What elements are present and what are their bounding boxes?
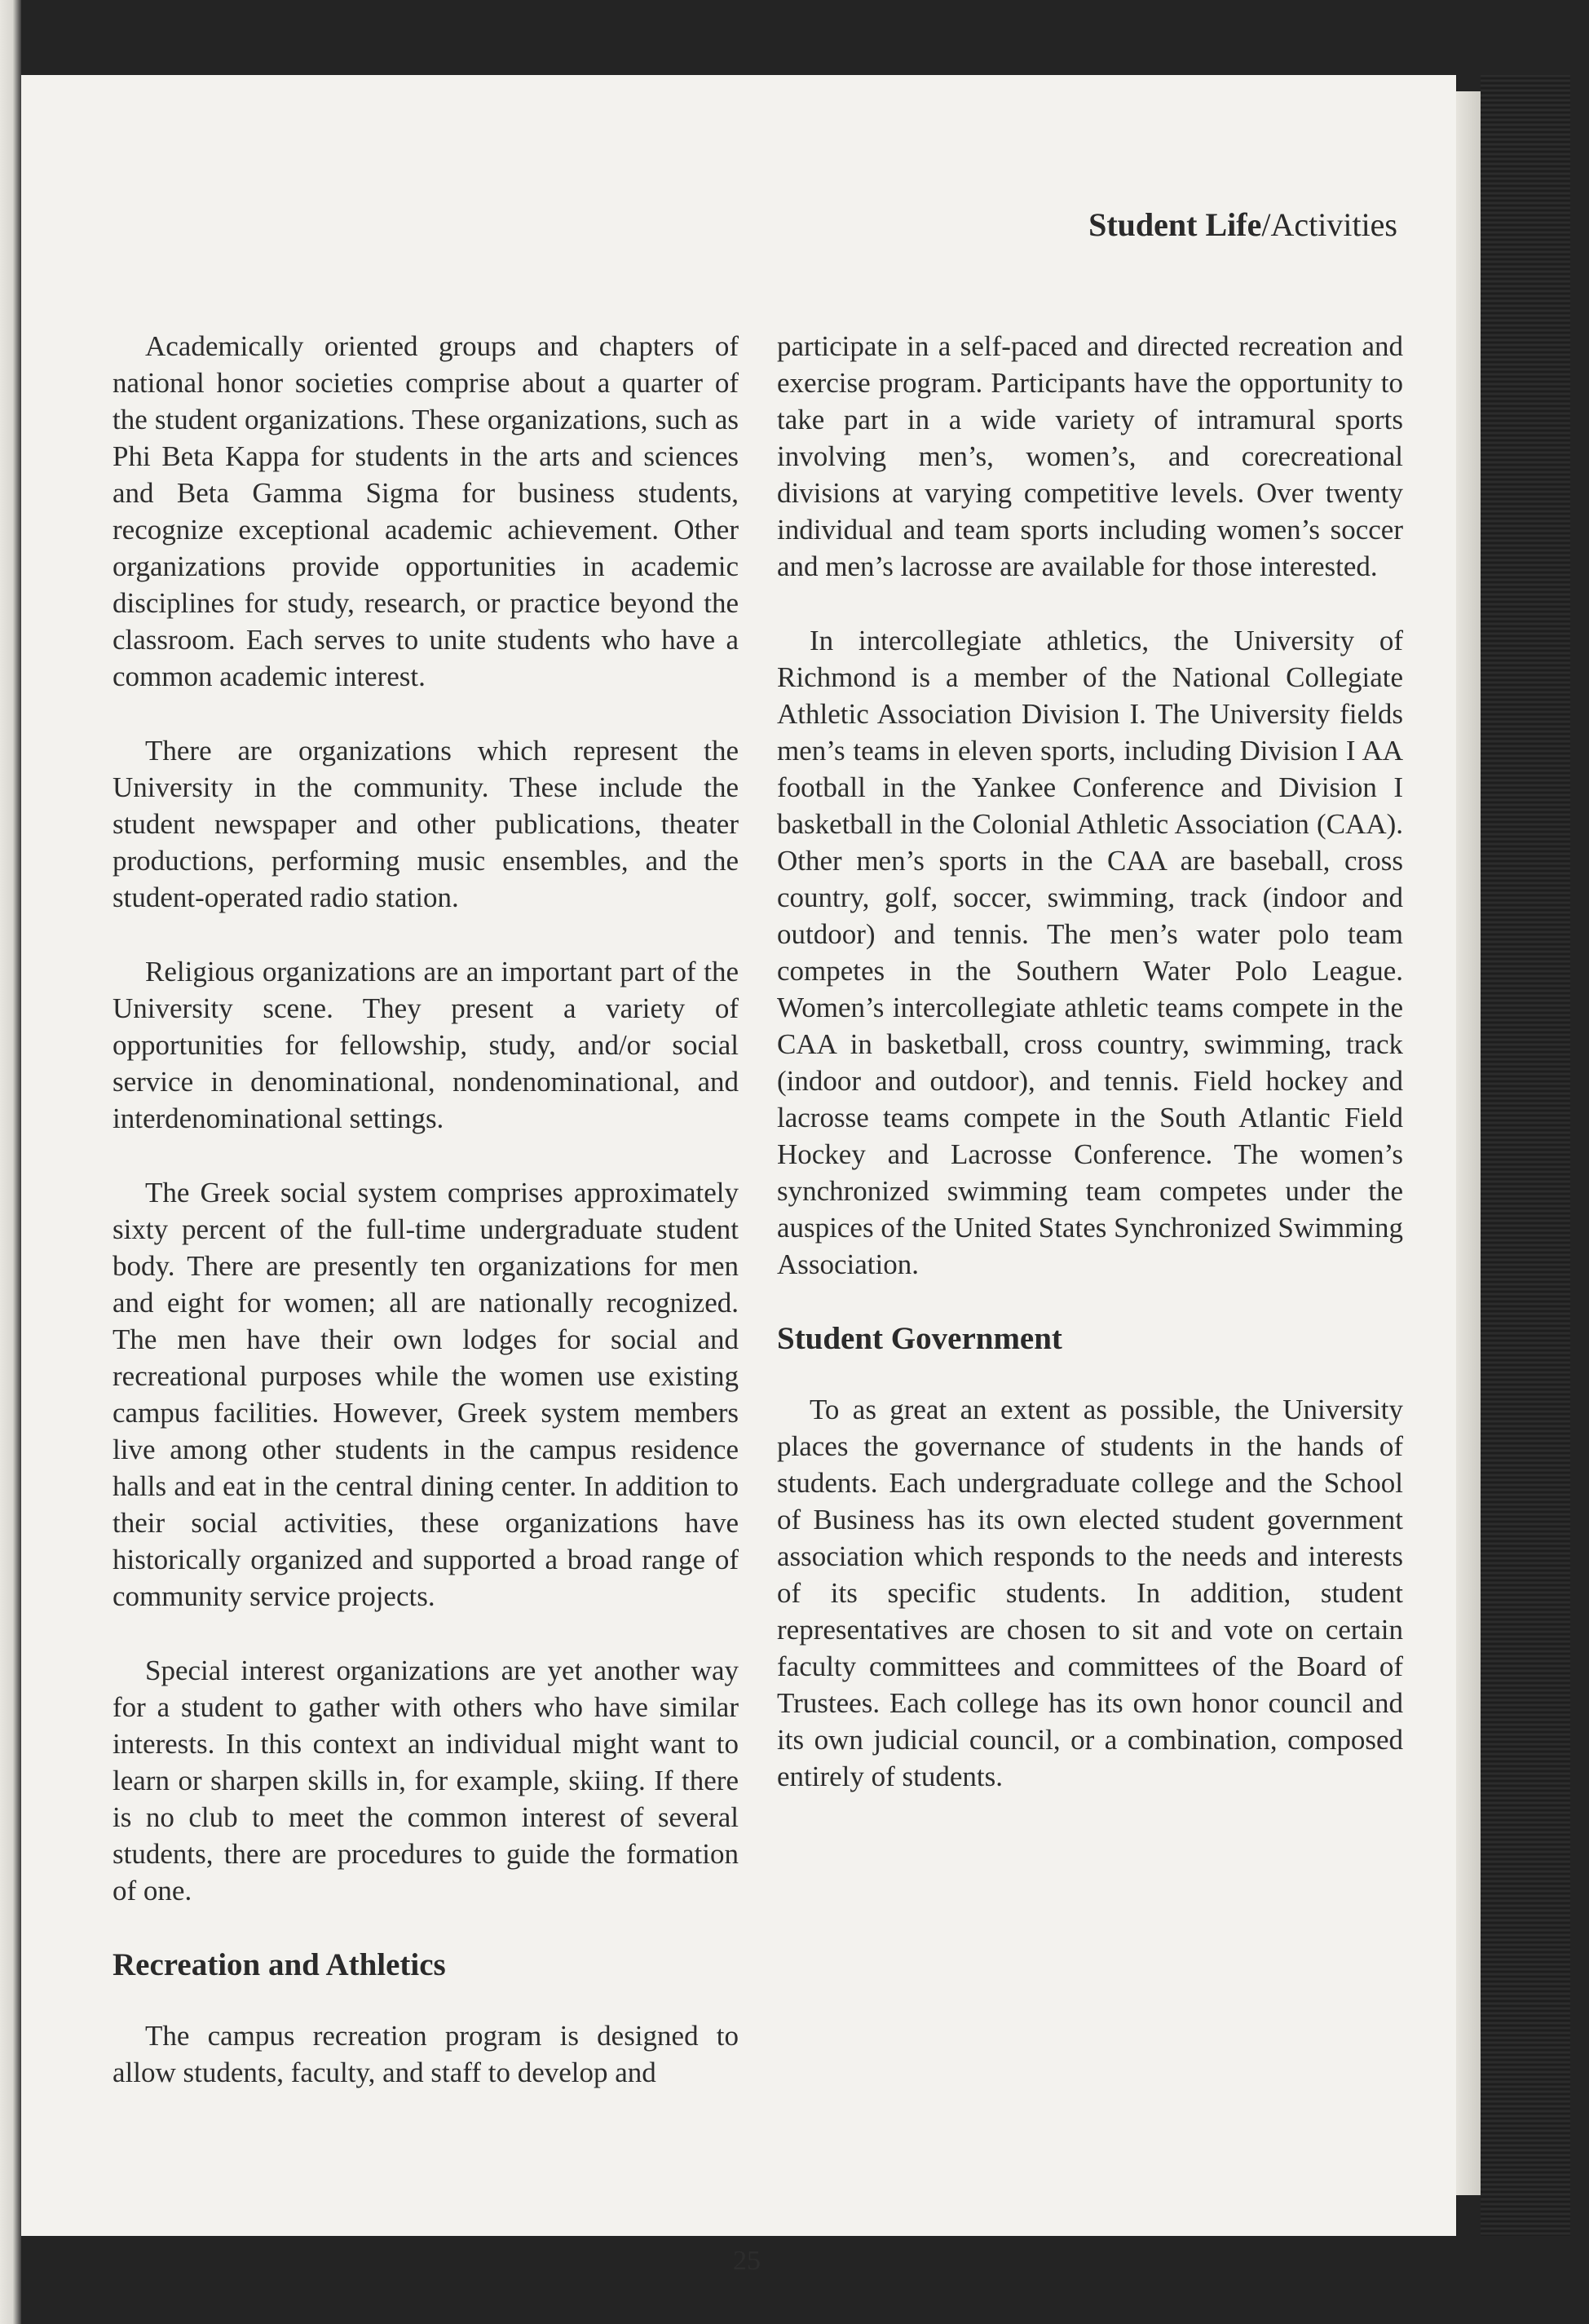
right-column <box>777 328 1403 1832</box>
running-head-subsection: Activities <box>1270 206 1397 243</box>
left-column <box>113 328 739 2128</box>
paragraph-student-government: To as great an extent as possible, the University places the governance of students in the hands of students. Each undergraduate college and the School of Business has its own elected student government association which responds to the needs and interests of its specific students. In addition, student representatives are chosen to sit and vote on certain faculty committees and committees of the Board of Trustees. Each college has its own honor council and its own judicial council, or a combination, composed entirely of students. <box>777 1394 1403 1792</box>
page-number: 25 <box>733 2246 761 2276</box>
paragraph-recreation-continued: participate in a self-paced and directed recreation and exercise program. Participants have the opportunity to take part in a wide variety of intramural sports involving men’s, women’s, and corecreational divisions at varying competitive levels. Over twenty individual and team sports including women’s soccer and men’s lacrosse are available for those interested. <box>777 330 1403 582</box>
adjacent-page-edge <box>0 0 21 2324</box>
page-stack-edge <box>1456 91 1481 2195</box>
paragraph-greek-system: The Greek social system comprises approximately sixty percent of the full-time undergraduate student body. There are presently ten organizations for men and eight for women; all are nationally recognized. The men have their own lodges for social and recreational purposes while the women use existing campus facilities. However, Greek system members live among other students in the campus residence halls and eat in the central dining center. In addition to their social activities, these organizations have historically organized and supported a broad range of community service projects. <box>113 1177 739 1612</box>
book-page <box>21 75 1456 2276</box>
paragraph-religious-organizations: Religious organizations are an important part of the University scene. They present a variety of opportunities for fellowship, study, and/or social service in denominational, nondenominational, and interdenominational settings. <box>113 956 739 1134</box>
running-head-separator: / <box>1261 206 1271 243</box>
paragraph-intercollegiate-athletics: In intercollegiate athletics, the University of Richmond is a member of the National Collegiate Athletic Association Division I. The University fields men’s teams in eleven sports, including Division I AA football in the Yankee Conference and Division I basketball in the Colonial Athletic Association (CAA). Other men’s sports in the CAA are baseball, cross country, golf, soccer, swimming, track (indoor and outdoor) and tennis. The men’s water polo team competes in the Southern Water Polo League. Women’s intercollegiate athletic teams compete in the CAA in basketball, cross country, swimming, track (indoor and outdoor), and tennis. Field hockey and lacrosse teams compete in the South Atlantic Field Hockey and Lacrosse Conference. The women’s synchronized swimming team competes under the auspices of the United States Synchronized Swimming Association. <box>777 625 1403 1280</box>
running-head <box>1000 205 1397 244</box>
heading-recreation-athletics: Recreation and Athletics <box>113 1947 446 1982</box>
paragraph-campus-recreation: The campus recreation program is designed to allow students, faculty, and staff to develop and <box>113 2020 739 2088</box>
book-binding <box>1481 75 1570 2236</box>
running-head-section: Student Life <box>1088 206 1262 243</box>
paragraph-special-interest: Special interest organizations are yet another way for a student to gather with others who have similar interests. In this context an individual might want to learn or sharpen skills in, for example, skiing. If there is no club to meet the common interest of several students, there are procedures to guide the formation of one. <box>113 1655 739 1906</box>
paragraph-community-organizations: There are organizations which represent the University in the community. These include the student newspaper and other publications, theater productions, performing music ensembles, and the student-operated radio station. <box>113 735 739 913</box>
heading-student-government: Student Government <box>777 1321 1062 1356</box>
paragraph-academic-groups: Academically oriented groups and chapters of national honor societies comprise about a quarter of the student organizations. These organizations, such as Phi Beta Kappa for students in the arts and sciences and Beta Gamma Sigma for business students, recognize exceptional academic achievement. Other organizations provide opportunities in academic disciplines for study, research, or practice beyond the classroom. Each serves to unite students who have a common academic interest. <box>113 330 739 692</box>
